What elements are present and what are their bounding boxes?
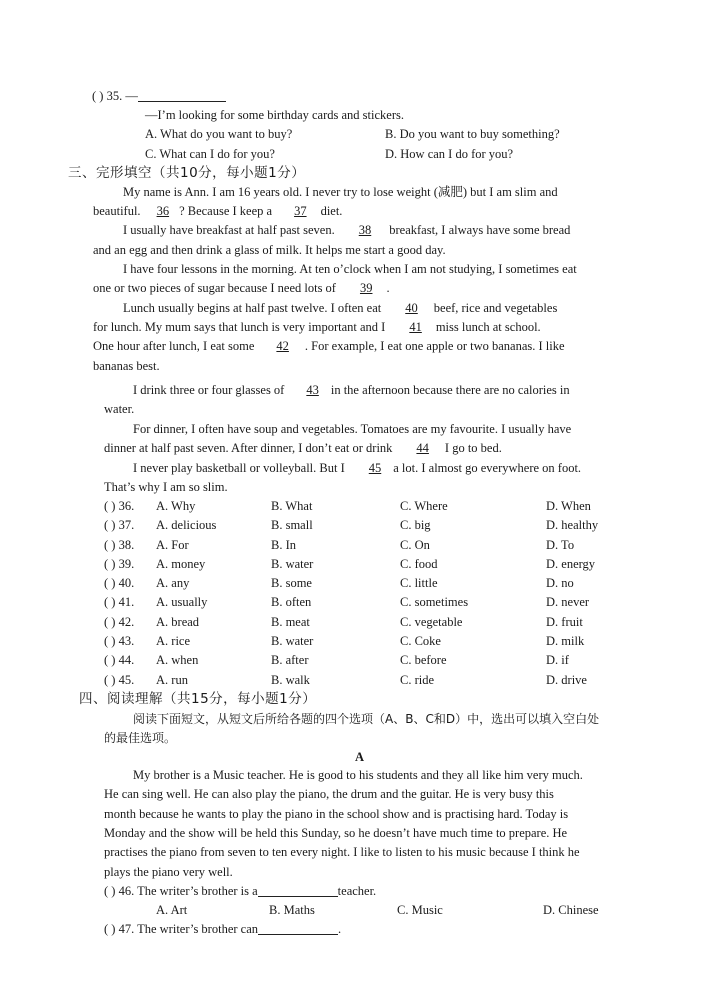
reading-line: practises the piano from seven to ten every night. I like to listen to his music because I think he bbox=[104, 845, 580, 859]
cloze-question-row bbox=[104, 497, 646, 516]
cloze-question-row bbox=[104, 593, 646, 612]
option-a[interactable]: A. For bbox=[156, 537, 189, 552]
cloze-question-row bbox=[104, 555, 646, 574]
question-number: ( ) 37. bbox=[104, 518, 135, 533]
question-35 bbox=[92, 87, 226, 106]
option-c[interactable]: C. Where bbox=[400, 499, 448, 513]
passage-line: I usually have breakfast at half past seven. 38 breakfast, I always have some bread bbox=[123, 221, 570, 240]
passage-line: Lunch usually begins at half past twelve. I often eat 40 beef, rice and vegetables bbox=[123, 299, 557, 318]
option-c[interactable]: C. little bbox=[400, 576, 438, 591]
option-a[interactable]: A. any bbox=[156, 576, 190, 591]
reading-line: My brother is a Music teacher. He is good to his students and they all like him very much. bbox=[133, 768, 583, 782]
option-c[interactable]: C. vegetable bbox=[400, 614, 463, 629]
question-47: ( ) 47. The writer’s brother can . bbox=[104, 922, 342, 936]
passage-line: One hour after lunch, I eat some 42 . For example, I eat one apple or two bananas. I like bbox=[93, 337, 565, 356]
cloze-question-row bbox=[104, 632, 646, 651]
option-d[interactable]: D. energy bbox=[546, 556, 596, 571]
blank-36[interactable]: 36 bbox=[156, 204, 170, 218]
passage-line: dinner at half past seven. After dinner, I don’t eat or drink 44 I go to bed. bbox=[104, 439, 502, 458]
option-a: A. What do you want to buy? bbox=[145, 127, 293, 141]
cloze-question-row bbox=[104, 516, 646, 535]
passage-line: and an egg and then drink a glass of milk. It helps me start a good day. bbox=[93, 243, 446, 257]
option-b[interactable]: B. some bbox=[271, 576, 312, 591]
option-c[interactable]: C. ride bbox=[400, 672, 435, 687]
option-b[interactable]: B. meat bbox=[271, 614, 310, 629]
option-c[interactable]: C. big bbox=[400, 518, 431, 533]
blank-37[interactable]: 37 bbox=[294, 204, 307, 218]
option-c[interactable]: C. Coke bbox=[400, 634, 441, 649]
blank-42[interactable]: 42 bbox=[276, 339, 289, 353]
question-number: ( ) 38. bbox=[104, 537, 135, 552]
question-number: ( ) 45. bbox=[104, 672, 135, 687]
option-d[interactable]: D. milk bbox=[546, 634, 585, 649]
passage-line: water. bbox=[104, 402, 135, 416]
question-number: ( ) 42. bbox=[104, 614, 135, 629]
option-b: B. Maths bbox=[269, 903, 315, 917]
cloze-options-table bbox=[104, 497, 646, 690]
blank-40[interactable]: 40 bbox=[405, 301, 418, 315]
option-b[interactable]: B. In bbox=[271, 537, 296, 552]
question-35-number: ( ) 35. — bbox=[92, 89, 138, 103]
instruction: 的最佳选项。 bbox=[104, 731, 177, 745]
passage-label: A bbox=[355, 750, 365, 764]
option-d[interactable]: D. To bbox=[546, 537, 575, 552]
option-a: A. Art bbox=[156, 903, 188, 917]
option-d[interactable]: D. When bbox=[546, 499, 591, 513]
question-number: ( ) 41. bbox=[104, 595, 135, 610]
passage-line: For dinner, I often have soup and vegetables. Tomatoes are my favourite. I usually have bbox=[133, 422, 572, 436]
option-c: C. What can I do for you? bbox=[145, 147, 275, 161]
answer-blank[interactable] bbox=[138, 88, 226, 102]
blank-44[interactable]: 44 bbox=[416, 441, 429, 455]
option-c[interactable]: C. On bbox=[400, 537, 430, 552]
blank-39[interactable]: 39 bbox=[359, 281, 373, 295]
blank-43[interactable]: 43 bbox=[306, 383, 319, 397]
option-d[interactable]: D. never bbox=[546, 595, 590, 610]
passage-line: one or two pieces of sugar because I need lots of 39 . bbox=[93, 279, 390, 298]
option-a[interactable]: A. run bbox=[156, 672, 188, 687]
passage-line: That’s why I am so slim. bbox=[104, 480, 228, 494]
option-d[interactable]: D. no bbox=[546, 576, 574, 591]
option-b[interactable]: B. walk bbox=[271, 672, 310, 687]
reading-line: He can sing well. He can also play the piano, the drum and the guitar. He is very busy this bbox=[104, 787, 554, 801]
option-d[interactable]: D. fruit bbox=[546, 614, 583, 629]
option-d: D. Chinese bbox=[543, 903, 599, 917]
question-number: ( ) 39. bbox=[104, 556, 135, 571]
passage-line: I have four lessons in the morning. At ten o’clock when I am not studying, I sometimes eat bbox=[123, 262, 577, 276]
answer-blank[interactable] bbox=[258, 883, 338, 897]
blank-45[interactable]: 45 bbox=[368, 461, 382, 475]
option-b[interactable]: B. What bbox=[271, 499, 313, 513]
cloze-question-row bbox=[104, 536, 646, 555]
blank-38[interactable]: 38 bbox=[358, 223, 372, 237]
question-number: ( ) 40. bbox=[104, 576, 135, 591]
option-b: B. Do you want to buy something? bbox=[385, 127, 560, 141]
option-b[interactable]: B. water bbox=[271, 634, 314, 649]
option-a[interactable]: A. bread bbox=[156, 614, 200, 629]
cloze-question-row bbox=[104, 671, 646, 690]
option-a[interactable]: A. rice bbox=[156, 634, 191, 649]
answer-blank[interactable] bbox=[258, 921, 338, 935]
option-a[interactable]: A. when bbox=[156, 653, 199, 668]
cloze-question-row bbox=[104, 651, 646, 670]
reading-line: plays the piano very well. bbox=[104, 865, 233, 879]
question-46: ( ) 46. The writer’s brother is a teacher. bbox=[104, 884, 377, 898]
question-number: ( ) 36. bbox=[104, 499, 135, 513]
option-a[interactable]: A. Why bbox=[156, 499, 196, 513]
option-a[interactable]: A. delicious bbox=[156, 518, 217, 533]
option-b[interactable]: B. small bbox=[271, 518, 313, 533]
passage-line: beautiful. 36 ? Because I keep a 37 diet. bbox=[93, 202, 342, 221]
option-d[interactable]: D. drive bbox=[546, 672, 587, 687]
cloze-question-row bbox=[104, 613, 646, 632]
option-a[interactable]: A. money bbox=[156, 556, 206, 571]
section-4-heading: 四、阅读理解（共15分，每小题1分） bbox=[79, 691, 317, 707]
option-d[interactable]: D. if bbox=[546, 653, 569, 668]
passage-line: for lunch. My mum says that lunch is very important and I 41 miss lunch at school. bbox=[93, 318, 541, 337]
question-number: ( ) 43. bbox=[104, 634, 135, 649]
option-c[interactable]: C. food bbox=[400, 556, 438, 571]
question-35-reply: —I’m looking for some birthday cards and stickers. bbox=[145, 108, 404, 122]
reading-line: Monday and the show will be held this Sunday, so he doesn’t have much time to prepare. He bbox=[104, 826, 568, 840]
option-c: C. Music bbox=[397, 903, 443, 917]
reading-line: month because he wants to play the piano in the school show and is practising hard. Today is bbox=[104, 807, 569, 821]
option-d: D. How can I do for you? bbox=[385, 147, 514, 161]
instruction: 阅读下面短文，从短文后所给各题的四个选项（A、B、C和D）中，选出可以填入空白处 bbox=[133, 712, 600, 726]
option-a[interactable]: A. usually bbox=[156, 595, 208, 610]
passage-line: I drink three or four glasses of 43 in the afternoon because there are no calories in bbox=[133, 381, 570, 400]
section-3-heading: 三、完形填空（共10分，每小题1分） bbox=[68, 165, 306, 181]
passage-line: My name is Ann. I am 16 years old. I never try to lose weight (减肥) but I am slim and bbox=[123, 185, 558, 199]
option-c[interactable]: C. sometimes bbox=[400, 595, 469, 610]
option-c[interactable]: C. before bbox=[400, 653, 447, 668]
option-b[interactable]: B. after bbox=[271, 653, 309, 668]
passage-line: bananas best. bbox=[93, 359, 160, 373]
option-b[interactable]: B. water bbox=[271, 556, 314, 571]
blank-41[interactable]: 41 bbox=[409, 320, 422, 334]
passage-line: I never play basketball or volleyball. But I 45 a lot. I almost go everywhere on foot. bbox=[133, 459, 581, 478]
question-number: ( ) 44. bbox=[104, 653, 135, 668]
option-b[interactable]: B. often bbox=[271, 595, 312, 610]
cloze-question-row bbox=[104, 574, 646, 593]
option-d[interactable]: D. healthy bbox=[546, 518, 599, 533]
